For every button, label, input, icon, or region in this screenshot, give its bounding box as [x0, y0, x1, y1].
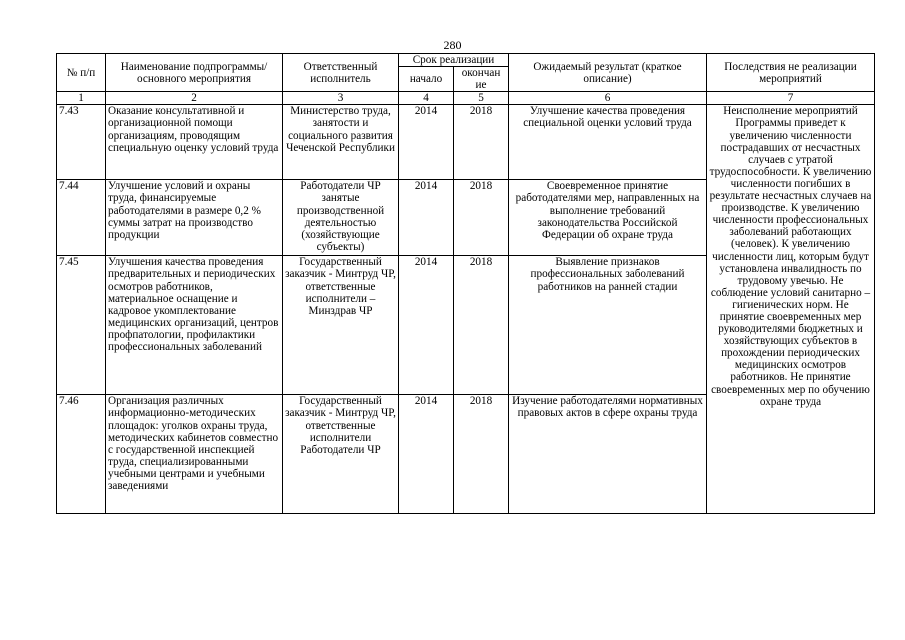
- row-result: Выявление признаков профессиональных заболеваний работников на ранней стадии: [509, 256, 707, 395]
- row-name: Оказание консультативной и организационной помощи организациям, проводящим специальную оценку условий труда: [106, 105, 283, 180]
- column-number-row: [57, 92, 875, 105]
- row-num: 7.45: [57, 256, 106, 395]
- row-responsible: Государственный заказчик - Минтруд ЧР, ответственные исполнители Работодатели ЧР: [283, 395, 399, 514]
- column-number: 2: [106, 92, 283, 105]
- row-start: 2014: [399, 105, 454, 180]
- row-responsible: Работодатели ЧР занятые производственной деятельностью (хозяйствующие субъекты): [283, 180, 399, 256]
- header-consequences: Последствия не реализации мероприятий: [707, 54, 875, 92]
- row-result: Изучение работодателями нормативных правовых актов в сфере охраны труда: [509, 395, 707, 514]
- header-start: начало: [399, 67, 454, 92]
- header-name: Наименование подпрограммы/ основного мероприятия: [106, 54, 283, 92]
- row-start: 2014: [399, 395, 454, 514]
- consequences-cell: Неисполнение мероприятий Программы приведет к увеличению численности пострадавших от несчастных случаев с утратой трудоспособности. К увеличению численности погибших в результате несчастных случаев на производстве. К увеличению численности профессиональных заболеваний работающих (человек). К увеличению численности лиц, которым будут установлена инвалидность по трудовому увечью. Не соблюдение условий санитарно – гигиенических норм. Не принятие своевременных мер руководителями бюджетных и хозяйствующих субъектов в прохождении периодических медицинских осмотров работников. Не принятие своевременных мер по обучению охране труда: [707, 105, 875, 514]
- column-number: 3: [283, 92, 399, 105]
- row-num: 7.46: [57, 395, 106, 514]
- column-number: 1: [57, 92, 106, 105]
- column-number: 6: [509, 92, 707, 105]
- row-end: 2018: [454, 105, 509, 180]
- column-number: 7: [707, 92, 875, 105]
- header-num: № п/п: [57, 54, 106, 92]
- row-start: 2014: [399, 180, 454, 256]
- program-activities-table: [56, 53, 875, 514]
- row-responsible: Министерство труда, занятости и социального развития Чеченской Республики: [283, 105, 399, 180]
- header-end: окончан ие: [454, 67, 509, 92]
- column-number: 5: [454, 92, 509, 105]
- row-end: 2018: [454, 395, 509, 514]
- header-period: Срок реализации: [399, 54, 509, 67]
- row-end: 2018: [454, 180, 509, 256]
- row-name: Улучшение условий и охраны труда, финансируемые работодателями в размере 0,2 % суммы затрат на производство продукции: [106, 180, 283, 256]
- row-num: 7.43: [57, 105, 106, 180]
- row-start: 2014: [399, 256, 454, 395]
- row-responsible: Государственный заказчик - Минтруд ЧР, ответственные исполнители – Минздрав ЧР: [283, 256, 399, 395]
- table-row: [57, 105, 875, 180]
- row-end: 2018: [454, 256, 509, 395]
- header-result: Ожидаемый результат (краткое описание): [509, 54, 707, 92]
- row-name: Улучшения качества проведения предварительных и периодических осмотров работников, материальное оснащение и кадровое укомплектование медицинских организаций, центров профпатологии, профилактики профессиональных заболеваний: [106, 256, 283, 395]
- column-number: 4: [399, 92, 454, 105]
- header-responsible: Ответственный исполнитель: [283, 54, 399, 92]
- page-number: 280: [443, 38, 462, 52]
- row-num: 7.44: [57, 180, 106, 256]
- row-name: Организация различных информационно-методических площадок: уголков охраны труда, методических кабинетов совместно с государственной инспекцией труда, специализированными учебными центрами и учебными заведениями: [106, 395, 283, 514]
- row-result: Улучшение качества проведения специальной оценки условий труда: [509, 105, 707, 180]
- header-row-1: [57, 54, 875, 67]
- row-result: Своевременное принятие работодателями мер, направленных на выполнение требований законодательства Российской Федерации об охране труда: [509, 180, 707, 256]
